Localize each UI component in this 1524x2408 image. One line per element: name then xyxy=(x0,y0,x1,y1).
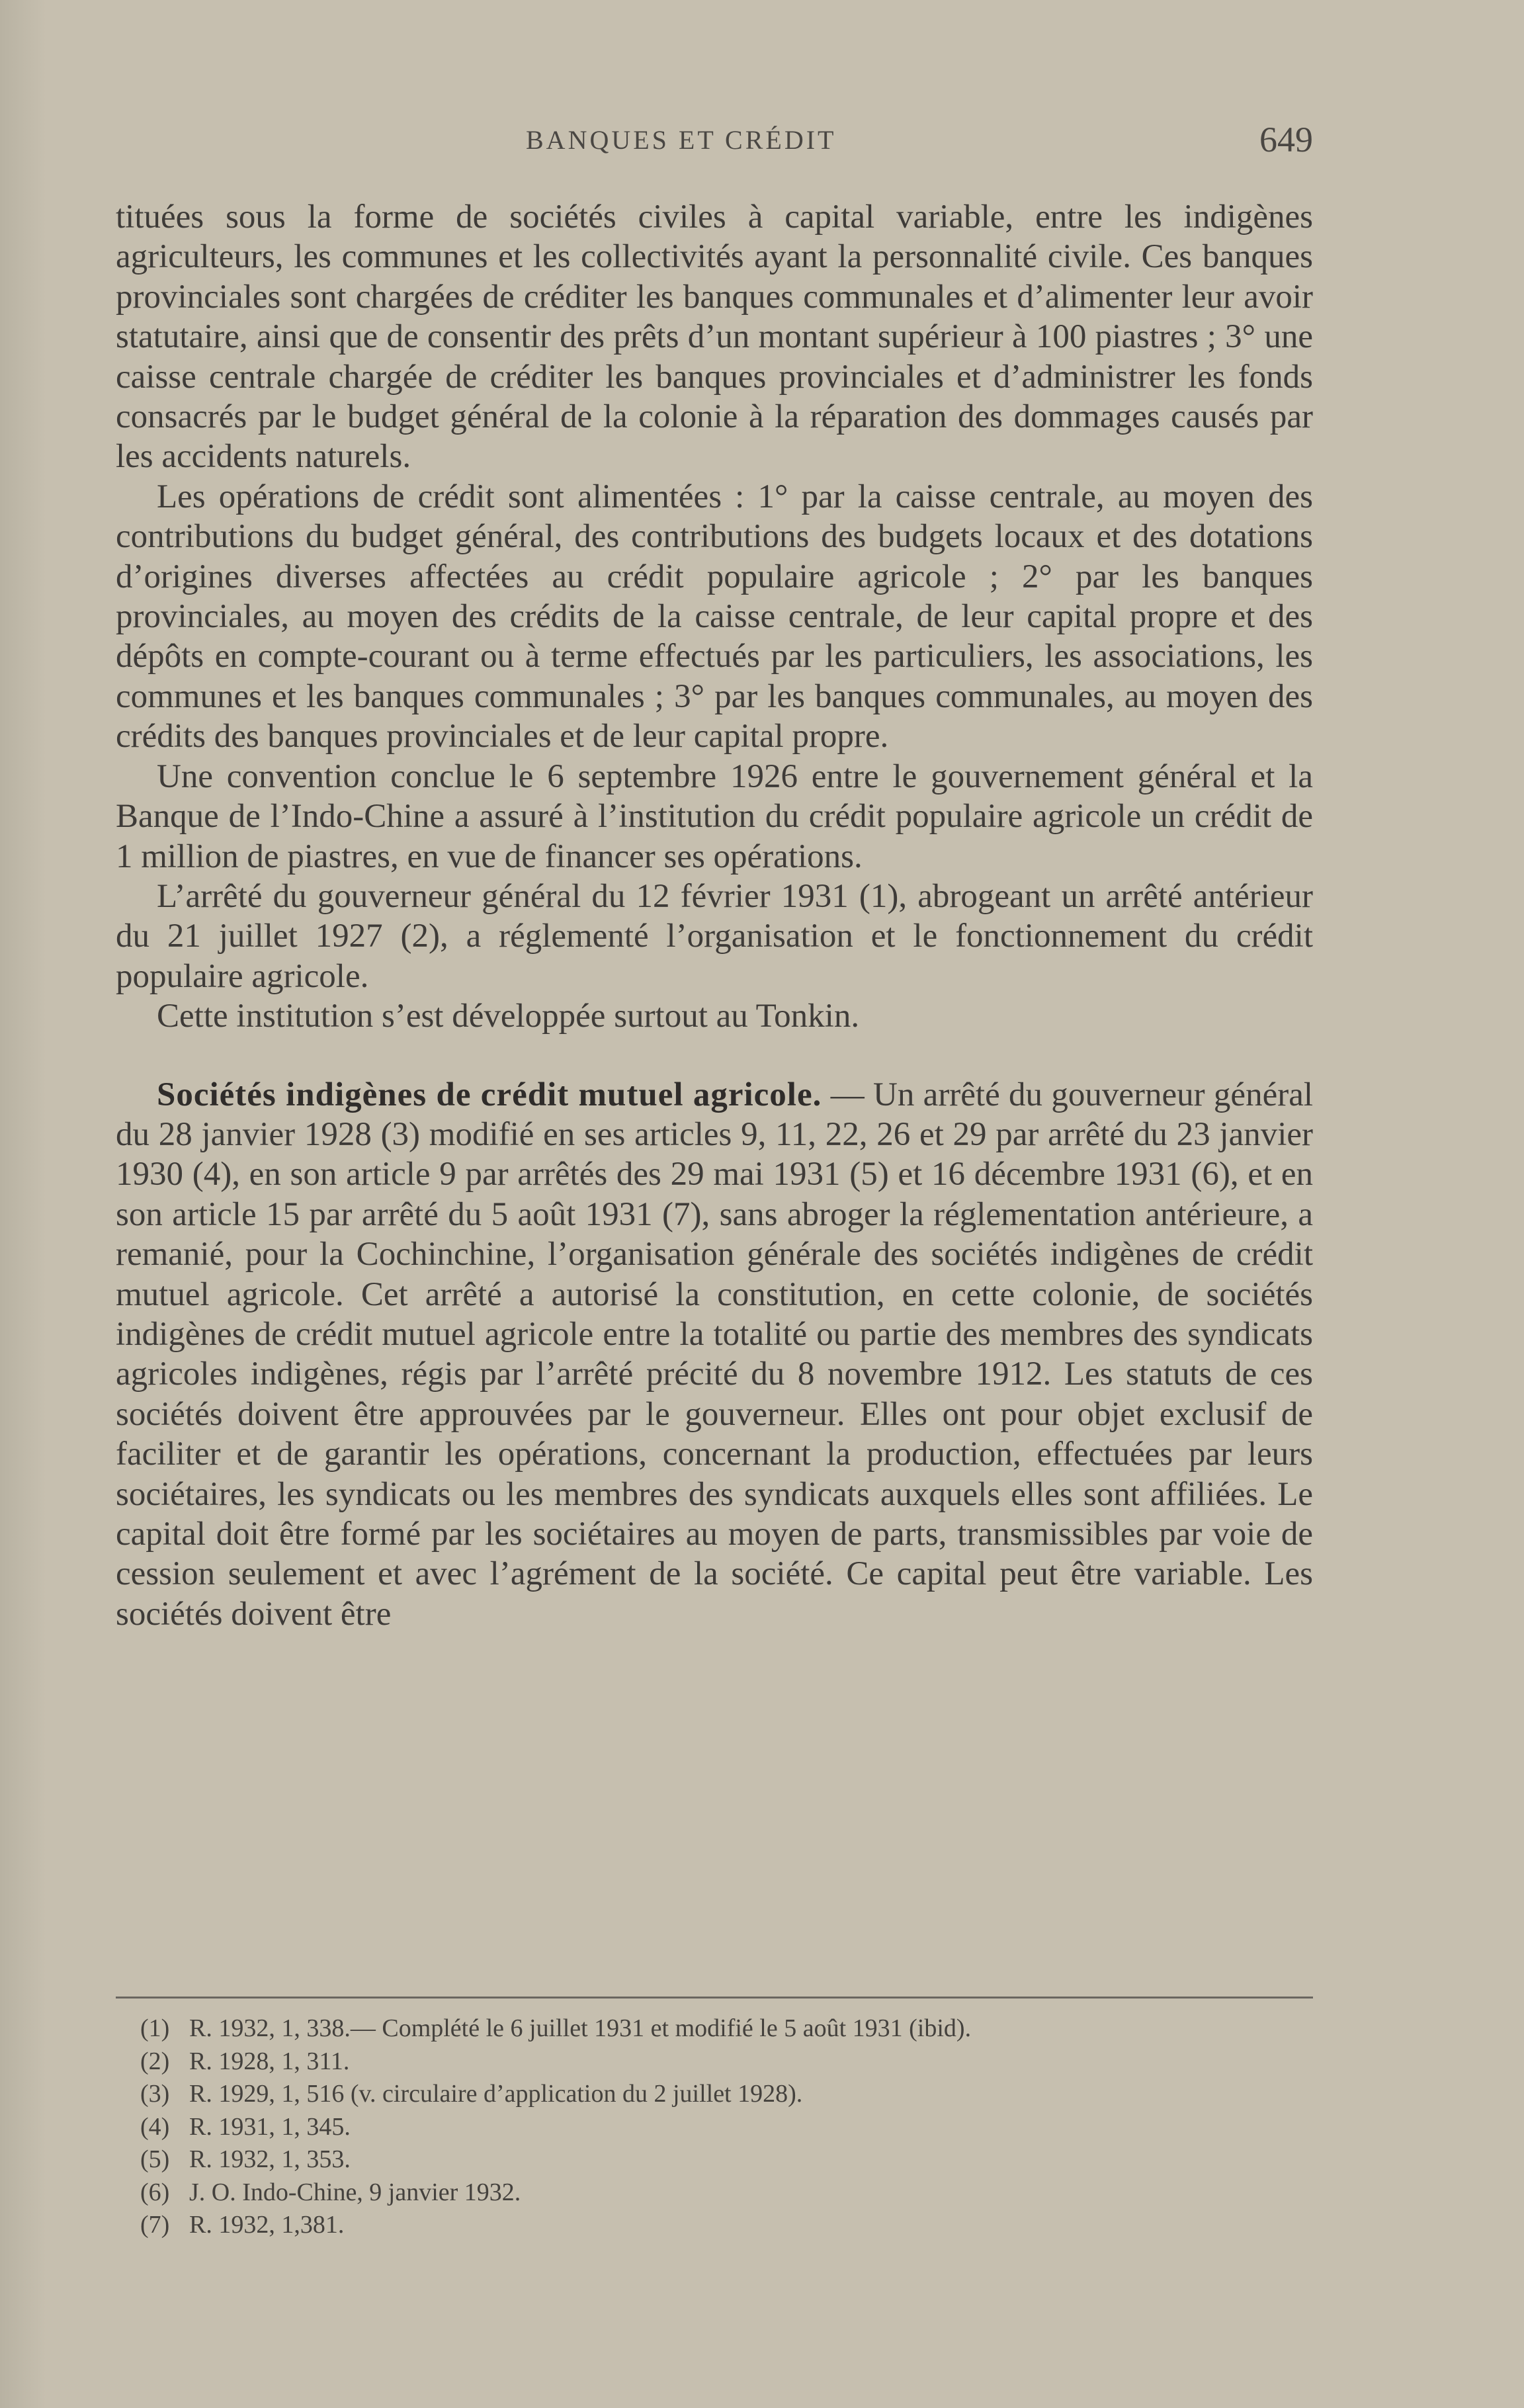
page-header xyxy=(116,118,1313,171)
footnote-rule xyxy=(116,1997,1313,1999)
footnote-mark: (1) xyxy=(140,2014,170,2042)
footnote xyxy=(140,2176,1318,2210)
footnotes xyxy=(140,2012,1318,2242)
paragraph-3: Une convention conclue le 6 septembre 1926 entre le gouvernement général et la Banque de l’Indo-Chine a assuré à l’institution du crédit populaire agricole un crédit de 1 million de piastres, en vue de financer ses opérations. xyxy=(116,757,1313,875)
footnote-text: J. O. Indo-Chine, 9 janvier 1932. xyxy=(189,2178,521,2206)
footnote-text: R. 1929, 1, 516 (v. circulaire d’application du 2 juillet 1928). xyxy=(189,2080,803,2108)
running-head: BANQUES ET CRÉDIT xyxy=(526,125,837,155)
footnote-mark: (6) xyxy=(140,2178,170,2206)
section-text: — Un arrêté du gouverneur général du 28 janvier 1928 (3) modifié en ses articles 9, 11, 22, 26 et 29 par arrêté du 23 janvier 1930 (4), en son article 9 par arrêtés des 29 mai 1931 (5) et 16 décembre 1931 (6), et en son article 15 par arrêté du 5 août 1931 (7), sans abroger la réglementation antérieure, a remanié, pour la Cochinchine, l’organisation générale des sociétés indigènes de crédit mutuel agricole. Cet arrêté a autorisé la constitution, en cette colonie, de sociétés indigènes de crédit mutuel agricole entre la totalité ou partie des membres des syndicats agricoles indigènes, régis par l’arrêté précité du 8 novembre 1912. Les statuts de ces sociétés doivent être approuvées par le gouverneur. Elles ont pour objet exclusif de faciliter et de garantir les opérations, concernant la production, effectuées par leurs sociétaires, les syndicats ou les membres des syndicats auxquels elles sont affiliées. Le capital doit être formé par les sociétaires au moyen de parts, transmissibles par voie de cession seulement et avec l’agrément de la société. Ce capital peut être variable. Les sociétés doivent être xyxy=(116,1076,1313,1633)
footnote-text: R. 1931, 1, 345. xyxy=(189,2112,351,2141)
footnote xyxy=(140,2111,1318,2144)
footnote-mark: (4) xyxy=(140,2112,170,2141)
footnote xyxy=(140,2143,1318,2176)
footnote xyxy=(140,2078,1318,2111)
paragraph-5: Cette institution s’est développée surtout au Tonkin. xyxy=(157,998,860,1035)
paragraph-2: Les opérations de crédit sont alimentées : 1° par la caisse centrale, au moyen des contributions du budget général, des contributions des budgets locaux et des dotations d’origines diverses affectées au crédit populaire agricole ; 2° par les banques provinciales, au moyen des crédits de la caisse centrale, de leur capital propre et des dépôts en compte-courant ou à terme effectués par les particuliers, les associations, les communes et les banques communales ; 3° par les banques communales, au moyen des crédits des banques provinciales et de leur capital propre. xyxy=(116,478,1313,755)
footnote-mark: (2) xyxy=(140,2047,170,2075)
footnote xyxy=(140,2209,1318,2242)
paragraph-4: L’arrêté du gouverneur général du 12 février 1931 (1), abrogeant un arrêté antérieur du 21 juillet 1927 (2), a réglementé l’organisation et le fonctionnement du crédit populaire agricole. xyxy=(116,877,1313,995)
footnote-text: R. 1932, 1,381. xyxy=(189,2211,345,2239)
footnote-text: R. 1932, 1, 338.— Complété le 6 juillet 1931 et modifié le 5 août 1931 (ibid). xyxy=(189,2014,972,2042)
page-number: 649 xyxy=(1259,120,1313,159)
footnote xyxy=(140,2012,1318,2045)
footnote-mark: (3) xyxy=(140,2080,170,2108)
footnote-mark: (5) xyxy=(140,2145,170,2173)
paragraph-1: tituées sous la forme de sociétés civiles à capital variable, entre les indigènes agriculteurs, les communes et les collectivités ayant la personnalité civile. Ces banques provinciales sont chargées de créditer les banques communales et d’alimenter leur avoir statutaire, ainsi que de consentir des prêts d’un montant supérieur à 100 piastres ; 3° une caisse centrale chargée de créditer les banques provinciales et d’administrer les fonds consacrés par le budget général de la colonie à la réparation des dommages causés par les accidents naturels. xyxy=(116,198,1313,476)
footnote-text: R. 1932, 1, 353. xyxy=(189,2145,351,2173)
page-edge-shadow xyxy=(0,0,46,2408)
footnote-text: R. 1928, 1, 311. xyxy=(189,2047,350,2075)
footnote xyxy=(140,2045,1318,2079)
footnote-mark: (7) xyxy=(140,2211,170,2239)
section-paragraph xyxy=(116,1075,1313,1635)
section-title: Sociétés indigènes de crédit mutuel agricole. xyxy=(157,1076,822,1113)
body-text xyxy=(116,197,1313,1634)
